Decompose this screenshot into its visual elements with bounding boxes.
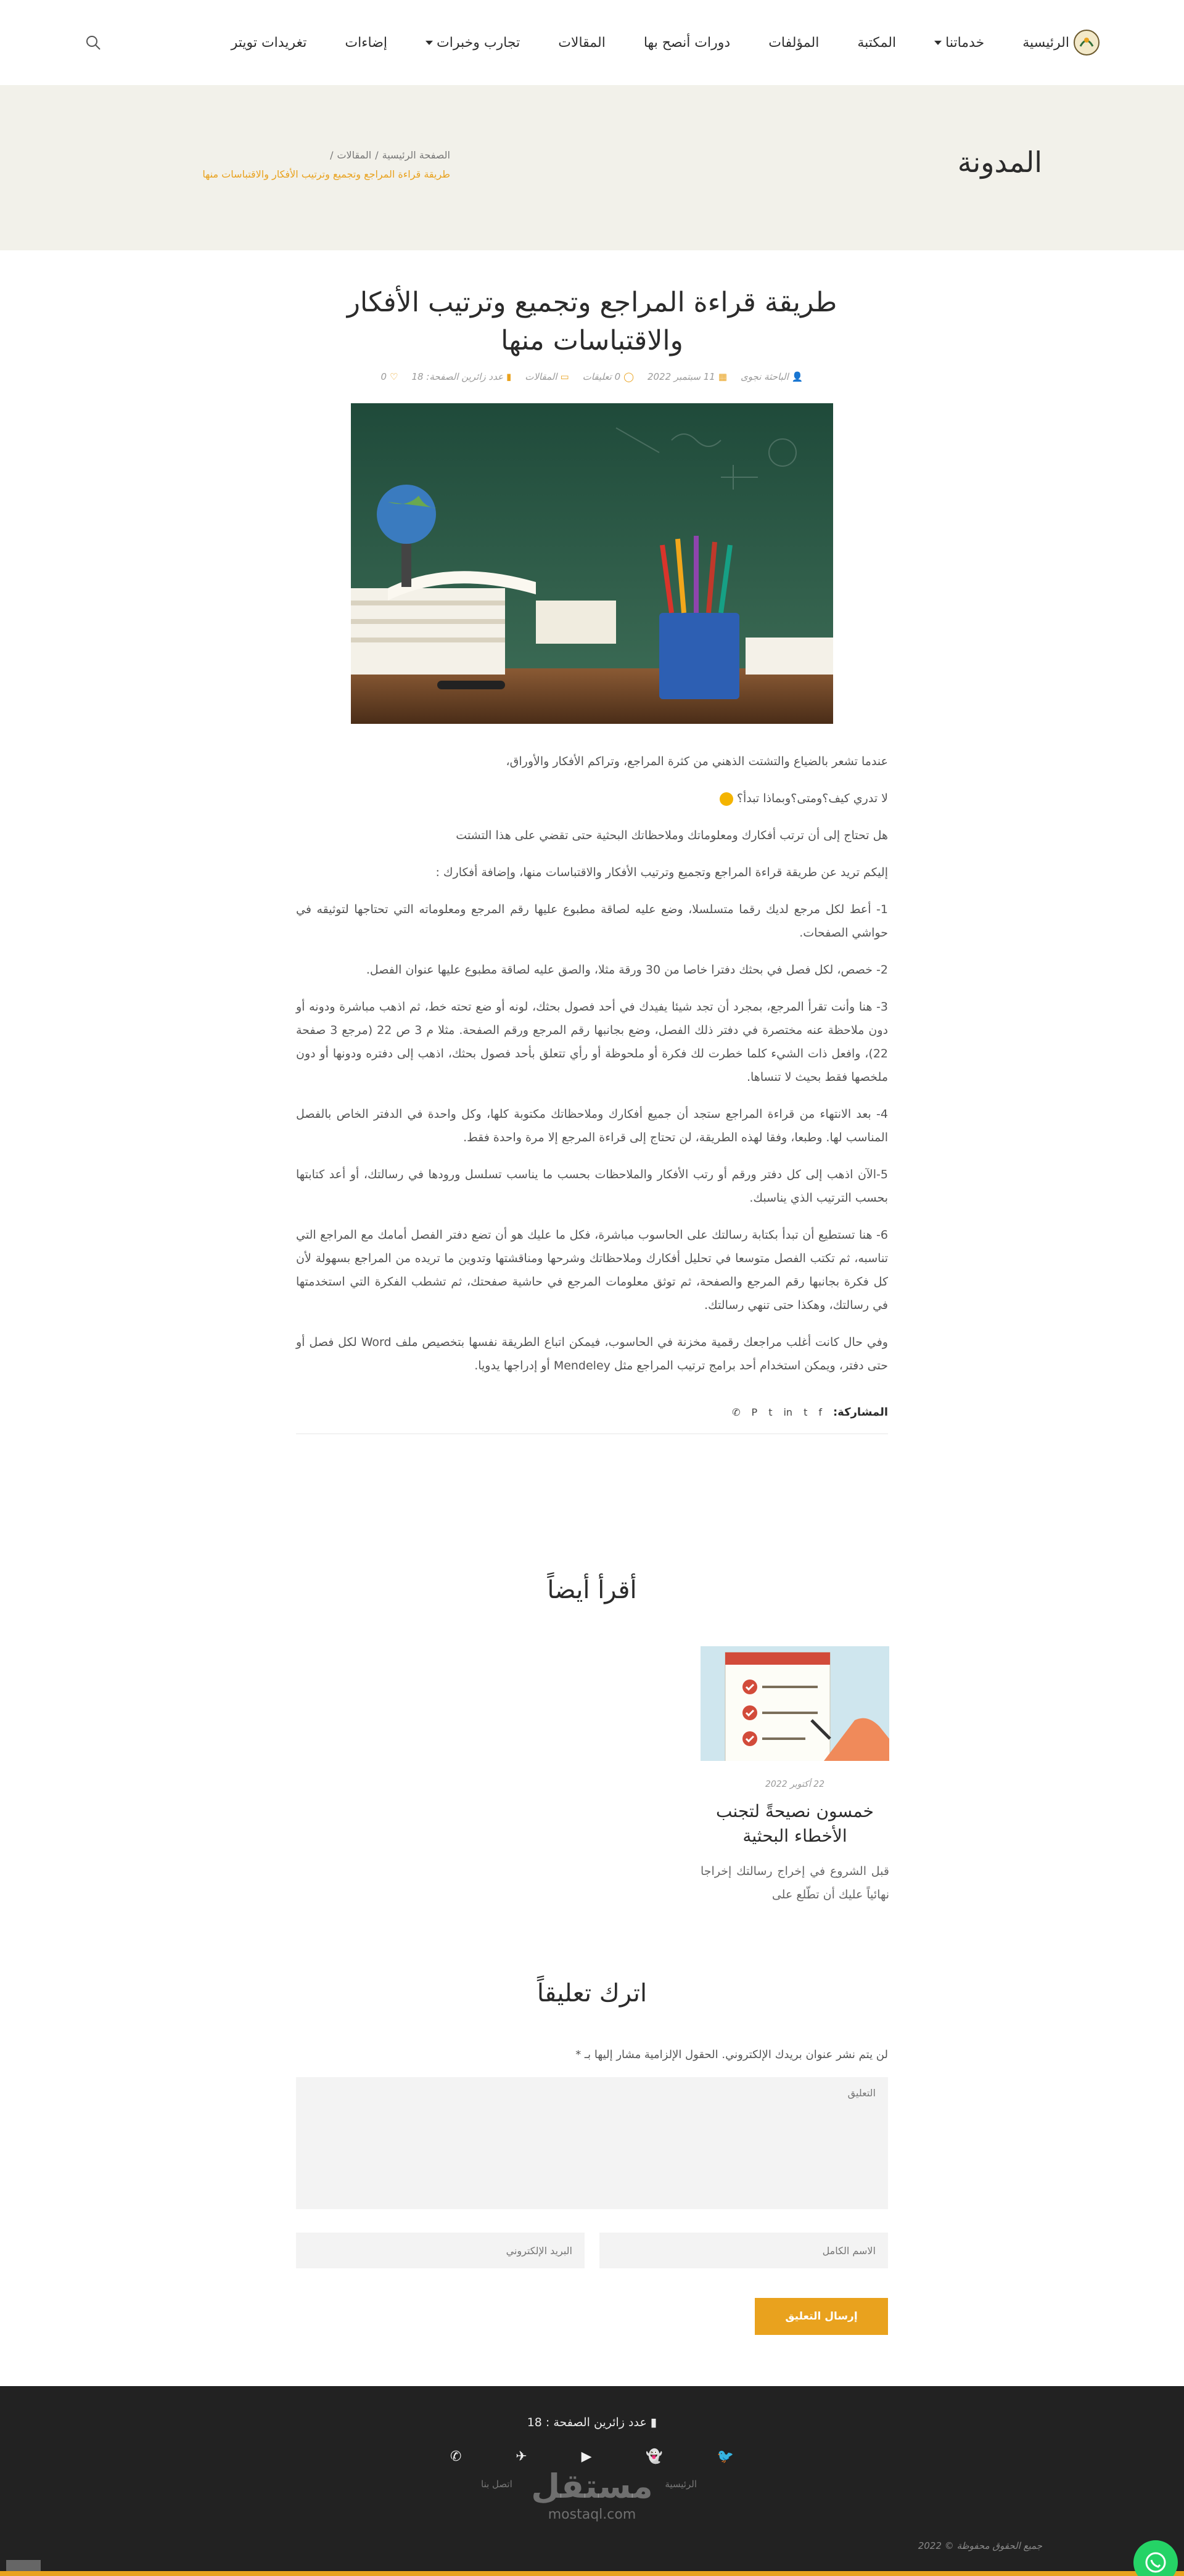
tumblr-icon[interactable]: t	[768, 1406, 773, 1418]
comment-form	[296, 2048, 888, 2335]
logo-icon	[1073, 29, 1100, 56]
related-post-card[interactable]	[701, 1646, 889, 1906]
article-paragraph: 5-الآن اذهب إلى كل دفتر ورقم أو رتب الأفكار والملاحظات بحسب ما يناسب تسلسل ورودها في رسالتك، أو أعد كتابتها بحسب الترتيب الذي يناسبك.	[296, 1168, 888, 1205]
logo-home-link[interactable]	[1022, 29, 1100, 56]
name-field[interactable]	[599, 2233, 888, 2268]
linkedin-icon[interactable]: in	[783, 1406, 793, 1418]
related-post-excerpt: قبل الشروع في إخراج رسالتك إخراجا نهائياً عليك أن تطّلع على	[701, 1864, 889, 1901]
article-hero-image	[351, 403, 833, 724]
meta-likes[interactable]	[380, 371, 398, 382]
article-meta	[296, 371, 888, 382]
nav-home-label: الرئيسية	[1022, 35, 1069, 51]
mostaql-watermark: مستقل	[531, 2467, 653, 2506]
nav-item-experiences[interactable]	[426, 35, 520, 51]
bar-chart-icon: ▮	[506, 371, 512, 382]
nav-item-label: تغريدات تويتر	[231, 35, 307, 51]
nav-item-label: المكتبة	[857, 35, 897, 51]
site-header	[0, 0, 1184, 85]
article-paragraph: 3- هنا وأنت تقرأ المرجع، بمجرد أن تجد شيئا يفيدك في أحد فصول بحثك، لونه أو ضع تحته خط، ثم اذهب مباشرة ودونه أو دون ملاحظة عنه مختصرة في دفتر ذلك الفصل، وضع بجانبها رقم المرجع ورقم الصفحة. مثلا م 3 ص 22 (مرجع 3 صفحة 22)، وافعل ذات الشيء كلما خطرت لك فكرة أو ملحوظة أو رأي تتعلق بأحد فصول بحثك، اذهب إلى دفتره ودونها أو دون ملخصها فقط بحيث لا تنساها.	[296, 1000, 888, 1084]
search-icon[interactable]	[84, 33, 102, 52]
breadcrumb-current: طريقة قراءة المراجع وتجميع وترتيب الأفكار والاقتباسات منها	[202, 168, 450, 180]
meta-comments-text: 0 تعليقات	[582, 371, 621, 382]
article-paragraph: 2- خصص، لكل فصل في بحثك دفترا خاصا من 30 ورقة مثلا، والصق عليه لصاقة مطبوع عليها عنوان الفصل.	[366, 963, 888, 977]
twitter-icon[interactable]: t	[804, 1406, 808, 1418]
article-paragraph-question	[296, 787, 888, 810]
footer-visits-text: عدد زائرين الصفحة : 18	[527, 2416, 647, 2429]
article-paragraph: 1- أعط لكل مرجع لديك رقما متسلسلا، وضع عليه لصاقة مطبوع عليها رقم المرجع ومعلوماته التي تحتاجها لتوثيقه في حواشي الصفحات.	[296, 903, 888, 940]
meta-visits-text: عدد زائرين الصفحة: 18	[411, 371, 503, 382]
related-post-date: 22 أكتوبر 2022	[765, 1779, 824, 1789]
nav-menu	[231, 29, 1100, 56]
nav-item-insights[interactable]	[345, 35, 387, 51]
article-paragraph: هل تحتاج إلى أن ترتب أفكارك ومعلوماتك وملاحظاتك البحثية حتى تقضي على هذا التشتت	[456, 829, 888, 842]
comment-textarea[interactable]	[296, 2077, 888, 2209]
breadcrumb-separator: /	[375, 149, 379, 161]
nav-item-services[interactable]	[934, 35, 984, 51]
bar-chart-icon: ▮	[646, 2416, 657, 2429]
folder-icon: ▭	[560, 371, 569, 382]
whatsapp-icon	[1143, 2550, 1168, 2575]
nav-item-library[interactable]	[857, 35, 896, 51]
meta-date	[648, 371, 727, 382]
footer-social	[450, 2449, 734, 2464]
telegram-icon[interactable]: ✈	[516, 2449, 527, 2464]
nav-item-label: تجارب وخبرات	[437, 35, 520, 51]
email-field[interactable]	[296, 2233, 585, 2268]
article	[296, 284, 888, 1434]
nav-item-label: دورات أنصح بها	[643, 35, 731, 51]
heart-icon: ♡	[390, 371, 398, 382]
user-icon: 👤	[791, 371, 804, 382]
nav-item-label: خدماتنا	[945, 35, 985, 51]
meta-visits	[411, 371, 511, 382]
article-paragraph: 4- بعد الانتهاء من قراءة المراجع ستجد أن جميع أفكارك وملاحظاتك مكتوبة كلها، وكل واحدة في الدفتر الخاص بالفصل المناسب لها. وطبعا، وفقا لهذه الطريقة، لن تحتاج إلى قراءة المرجع إلا مرة واحدة فقط.	[296, 1107, 888, 1144]
youtube-icon[interactable]: ▶	[581, 2449, 592, 2464]
related-post-title[interactable]: خمسون نصيحةً لتجنب الأخطاء البحثية	[716, 1801, 874, 1846]
snapchat-icon[interactable]: 👻	[646, 2449, 663, 2464]
page-title: المدونة	[957, 146, 1042, 179]
comment-icon: ◯	[623, 371, 634, 382]
site-footer	[0, 2386, 1184, 2576]
nav-item-label: إضاءات	[345, 35, 388, 51]
breadcrumb-separator: /	[330, 149, 334, 161]
meta-category-text: المقالات	[525, 371, 557, 382]
breadcrumb-home-link[interactable]: الصفحة الرئيسية	[382, 149, 450, 161]
meta-comments[interactable]	[583, 371, 634, 382]
meta-category[interactable]	[525, 371, 569, 382]
breadcrumb-articles-link[interactable]: المقالات	[337, 149, 372, 161]
nav-item-publications[interactable]	[768, 35, 819, 51]
whatsapp-icon[interactable]: ✆	[450, 2449, 462, 2464]
footer-accent-bar	[0, 2571, 1184, 2576]
copyright: جميع الحقوق محفوظة © 2022	[918, 2540, 1042, 2551]
share-label: المشاركة:	[832, 1406, 888, 1419]
meta-date-text: 11 سبتمبر 2022	[647, 371, 715, 382]
article-body	[296, 750, 888, 1377]
share-bar	[296, 1391, 888, 1434]
whatsapp-icon[interactable]: ✆	[732, 1406, 741, 1418]
article-paragraph: وفي حال كانت أغلب مراجعك رقمية مخزنة في الحاسوب، فيمكن اتباع الطريقة نفسها بتخصيص ملف Word لكل فصل أو حتى دفتر، ويمكن استخدام أحد برامج ترتيب المراجع مثل Mendeley أو إدراجها يدويا.	[296, 1335, 888, 1372]
footer-visits	[0, 2416, 1184, 2429]
sad-face-icon	[720, 792, 733, 806]
related-post-image[interactable]	[701, 1646, 889, 1761]
meta-author[interactable]	[741, 371, 803, 382]
meta-likes-text: 0	[380, 371, 387, 382]
footer-link-home[interactable]: الرئيسية	[665, 2479, 697, 2490]
meta-author-text: الباحثة نجوى	[741, 371, 789, 382]
mostaql-watermark-url: mostaql.com	[548, 2507, 636, 2522]
article-title: طريقة قراءة المراجع وتجميع وترتيب الأفكار والاقتباسات منها	[347, 287, 837, 356]
footer-link-contact[interactable]: اتصل بنا	[481, 2479, 512, 2490]
chevron-down-icon	[426, 41, 433, 45]
breadcrumb	[142, 149, 450, 180]
comment-fields-row	[296, 2233, 888, 2268]
calendar-icon: ▦	[718, 371, 728, 382]
nav-item-label: المقالات	[558, 35, 606, 51]
article-paragraph: عندما تشعر بالضياع والتشتت الذهني من كثرة المراجع، وتراكم الأفكار والأوراق،	[506, 755, 888, 768]
article-paragraph: إليكم تريد عن طريقة قراءة المراجع وتجميع وترتيب الأفكار والاقتباسات منها، وإضافة أفكارك :	[435, 866, 888, 879]
nav-item-tweets[interactable]	[231, 35, 307, 51]
comments-title: اترك تعليقاً	[536, 1979, 648, 2008]
twitter-icon[interactable]: 🐦	[717, 2449, 734, 2464]
pinterest-icon[interactable]: P	[751, 1406, 758, 1418]
related-posts-title: أقرأ أيضاً	[547, 1576, 637, 1604]
comment-notice: لن يتم نشر عنوان بريدك الإلكتروني. الحقول الإلزامية مشار إليها بـ *	[575, 2048, 888, 2061]
chevron-down-icon	[934, 41, 942, 45]
question-text: لا تدري كيف؟ومتى؟وبماذا تبدأ؟	[736, 792, 888, 805]
nav-item-label: المؤلفات	[768, 35, 820, 51]
main-nav	[84, 0, 1100, 85]
nav-item-articles[interactable]	[558, 35, 606, 51]
submit-comment-button[interactable]: إرسال التعليق	[755, 2298, 888, 2335]
nav-item-courses[interactable]	[644, 35, 730, 51]
facebook-icon[interactable]: f	[818, 1406, 822, 1418]
article-paragraph: 6- هنا تستطيع أن تبدأ بكتابة رسالتك على الحاسوب مباشرة، فكل ما عليك هو أن تضع دفتر الفصل أمامك مع المراجع التي تناسبه، ثم تكتب الفصل متوسعا في تحليل أفكارك وملاحظاتك وشرحها ومناقشتها وتدوين ما تريده من المراجع بسهولة لأن كل فكرة بجانبها رقم المرجع والصفحة، ثم توثق معلومات المرجع في حاشية صفحتك، ثم تشطب الفكرة التي استخدمتها في رسالتك، وهكذا حتى تنهي رسالتك.	[296, 1228, 888, 1312]
